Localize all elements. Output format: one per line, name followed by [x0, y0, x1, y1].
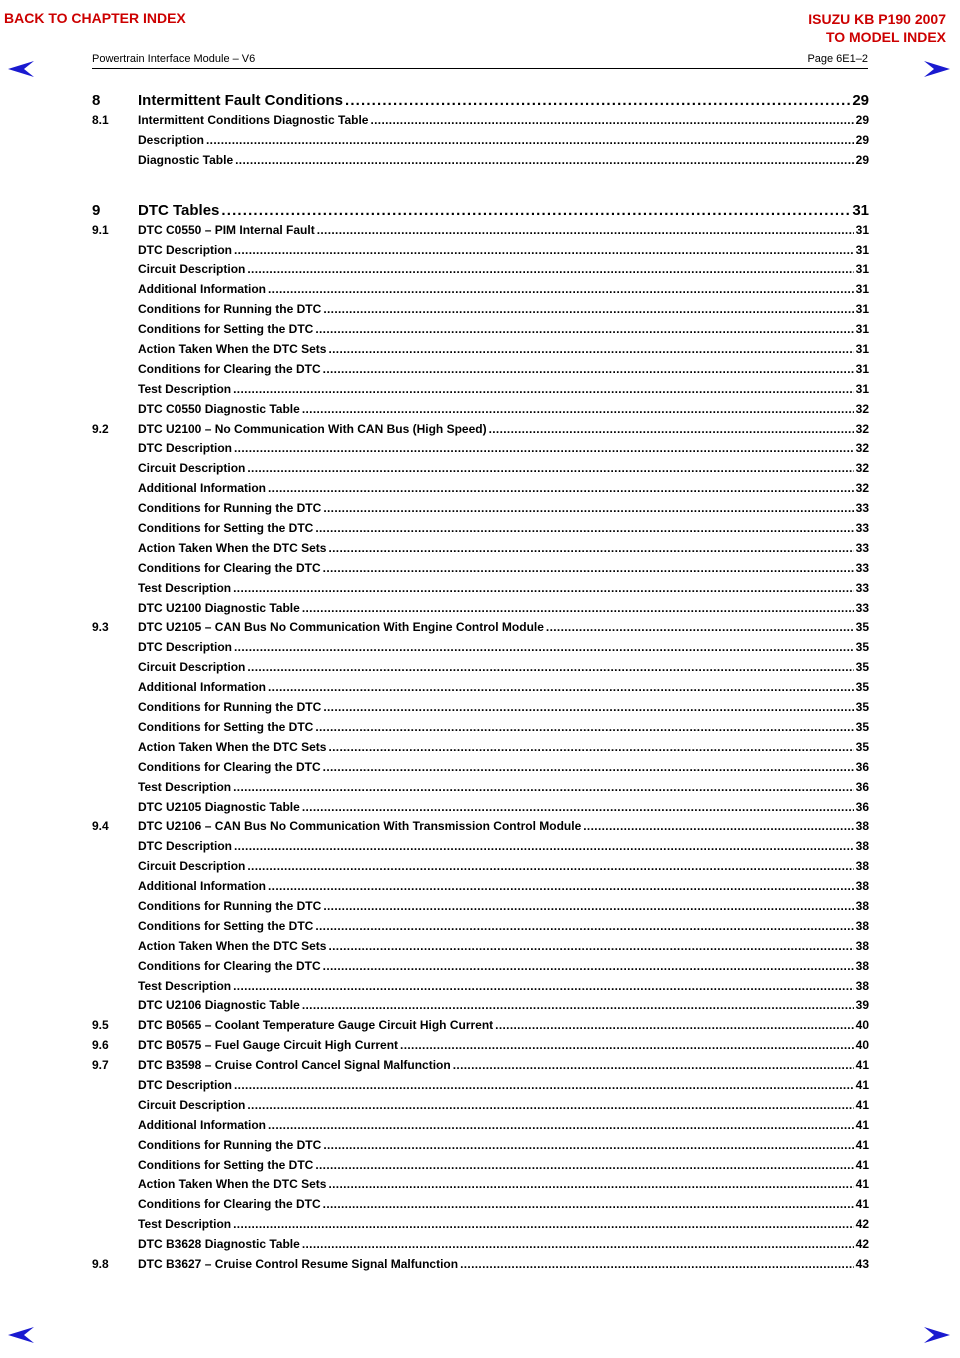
toc-entry-title: Action Taken When the DTC Sets	[138, 342, 327, 357]
dot-leader	[233, 380, 854, 400]
toc-entry-title: DTC U2100 – No Communication With CAN Bus (High Speed)	[138, 421, 487, 436]
dot-leader	[234, 241, 854, 261]
toc-entry-title: Intermittent Conditions Diagnostic Table	[138, 113, 369, 127]
toc-entry[interactable]	[92, 678, 869, 698]
toc-entry[interactable]	[92, 111, 869, 131]
dot-leader	[247, 658, 853, 678]
toc-entry[interactable]	[92, 539, 869, 559]
toc-entry-title: Circuit Description	[138, 461, 246, 476]
toc-entry-title: DTC Description	[138, 441, 233, 456]
toc-entry[interactable]	[92, 131, 869, 151]
toc-entry-page: 35	[855, 640, 869, 655]
toc-entry-title: Test Description	[138, 580, 232, 595]
toc-entry[interactable]	[92, 221, 869, 241]
dot-leader	[268, 678, 854, 698]
toc-entry-page: 42	[855, 1237, 869, 1252]
dot-leader	[328, 539, 853, 559]
toc-entry[interactable]	[92, 917, 869, 937]
toc-entry[interactable]	[92, 957, 869, 977]
dot-leader	[247, 1096, 853, 1116]
toc-entry-number: 9.2	[92, 421, 109, 436]
dot-leader	[302, 1235, 854, 1255]
dot-leader	[234, 837, 854, 857]
toc-entry-title: Conditions for Clearing the DTC	[138, 759, 321, 774]
toc-entry-page: 32	[855, 481, 869, 496]
toc-entry-number: 9.6	[92, 1038, 109, 1053]
toc-entry-title: Conditions for Setting the DTC	[138, 719, 314, 734]
dot-leader	[234, 638, 854, 658]
dot-leader	[323, 1136, 853, 1156]
dot-leader	[268, 479, 854, 499]
toc-entry[interactable]	[92, 758, 869, 778]
toc-entry-title: DTC B0575 – Fuel Gauge Circuit High Current	[138, 1038, 399, 1053]
toc-entry[interactable]	[92, 837, 869, 857]
dot-leader	[328, 340, 853, 360]
toc-entry[interactable]	[92, 996, 869, 1016]
toc-entry-title: Circuit Description	[138, 262, 246, 277]
toc-entry-number: 9.1	[92, 222, 109, 237]
toc-entry-page: 41	[855, 1137, 869, 1152]
toc-entry-title: Conditions for Running the DTC	[138, 302, 322, 317]
toc-entry-title: DTC U2106 Diagnostic Table	[138, 998, 300, 1013]
toc-entry-page: 35	[855, 700, 869, 715]
dot-leader	[315, 718, 853, 738]
toc-entry[interactable]	[92, 638, 869, 658]
next-page-arrow-icon[interactable]	[922, 1326, 950, 1344]
toc-entry[interactable]	[92, 937, 869, 957]
toc-entry[interactable]	[92, 1235, 869, 1255]
toc-entry[interactable]	[92, 897, 869, 917]
toc-entry-page: 38	[855, 978, 869, 993]
toc-entry-title: Conditions for Running the DTC	[138, 700, 322, 715]
previous-page-arrow-icon[interactable]	[8, 60, 36, 78]
toc-entry-page: 32	[855, 421, 869, 436]
toc-entry-number: 9.3	[92, 620, 109, 635]
toc-entry-title: Additional Information	[138, 1117, 266, 1132]
toc-entry-page: 35	[855, 719, 869, 734]
toc-entry-title: Test Description	[138, 1217, 232, 1232]
toc-entry[interactable]	[92, 1056, 869, 1076]
toc-entry-title: Conditions for Clearing the DTC	[138, 958, 321, 973]
dot-leader	[315, 1156, 853, 1176]
toc-entry[interactable]	[92, 817, 869, 837]
dot-leader	[370, 111, 853, 131]
toc-entry-page: 41	[855, 1097, 869, 1112]
toc-entry-page: 38	[855, 918, 869, 933]
toc-entry-page: 33	[855, 521, 869, 536]
dot-leader	[302, 400, 854, 420]
toc-entry-page: 40	[855, 1038, 869, 1053]
toc-entry[interactable]	[92, 1175, 869, 1195]
toc-entry-page: 31	[855, 322, 869, 337]
toc-entry-page: 40	[855, 1018, 869, 1033]
toc-entry-page: 31	[855, 262, 869, 277]
toc-entry-page: 33	[855, 580, 869, 595]
toc-entry-title: Conditions for Setting the DTC	[138, 1157, 314, 1172]
toc-entry-title: Test Description	[138, 381, 232, 396]
toc-entry-page: 32	[855, 461, 869, 476]
toc-entry[interactable]	[92, 778, 869, 798]
toc-entry[interactable]	[92, 400, 869, 420]
dot-leader	[234, 1076, 854, 1096]
toc-entry[interactable]	[92, 151, 869, 171]
toc-entry-title: Additional Information	[138, 680, 266, 695]
toc-entry-title: Test Description	[138, 978, 232, 993]
toc-entry-title: DTC U2105 Diagnostic Table	[138, 799, 300, 814]
toc-entry-title: DTC C0550 – PIM Internal Fault	[138, 222, 315, 237]
toc-entry-number: 9.5	[92, 1018, 109, 1033]
dot-leader	[302, 996, 854, 1016]
toc-entry-page: 33	[855, 560, 869, 575]
toc-entry-page: 38	[855, 898, 869, 913]
toc-entry-title: Conditions for Setting the DTC	[138, 322, 314, 337]
toc-entry-title: Intermittent Fault Conditions	[138, 92, 343, 109]
dot-leader	[323, 499, 853, 519]
toc-entry[interactable]	[92, 738, 869, 758]
toc-entry-page: 29	[855, 152, 869, 167]
toc-entry-title: DTC C0550 Diagnostic Table	[138, 401, 300, 416]
toc-entry[interactable]	[92, 360, 869, 380]
toc-entry-title: DTC U2106 – CAN Bus No Communication With Transmission Control Module	[138, 819, 582, 834]
dot-leader	[268, 280, 854, 300]
dot-leader	[323, 1195, 854, 1215]
toc-entry-number: 8	[92, 92, 101, 109]
toc-entry-title: DTC B3598 – Cruise Control Cancel Signal Malfunction	[138, 1058, 451, 1073]
toc-entry-page: 31	[855, 242, 869, 257]
toc-entry-page: 31	[855, 222, 869, 237]
toc-entry-page: 41	[855, 1157, 869, 1172]
dot-leader	[206, 131, 854, 151]
toc-entry-number: 8.1	[92, 113, 109, 127]
dot-leader	[233, 977, 854, 997]
toc-entry-page: 36	[855, 779, 869, 794]
dot-leader	[247, 260, 853, 280]
toc-entry-page: 33	[855, 540, 869, 555]
dot-leader	[234, 439, 854, 459]
toc-entry-title: Description	[138, 132, 205, 147]
dot-leader	[235, 151, 854, 171]
toc-entry-page: 29	[855, 113, 869, 127]
toc-entry[interactable]	[92, 320, 869, 340]
document-title: Powertrain Interface Module – V6	[92, 53, 256, 65]
table-of-contents	[92, 91, 869, 1275]
dot-leader	[221, 201, 850, 221]
toc-entry[interactable]	[92, 658, 869, 678]
toc-entry[interactable]	[92, 499, 869, 519]
dot-leader	[233, 778, 854, 798]
toc-entry-page: 36	[855, 759, 869, 774]
toc-entry-page: 32	[855, 401, 869, 416]
toc-entry[interactable]	[92, 380, 869, 400]
toc-entry-page: 38	[855, 839, 869, 854]
dot-leader	[317, 221, 854, 241]
toc-entry[interactable]	[92, 698, 869, 718]
toc-entry[interactable]	[92, 1076, 869, 1096]
toc-entry-page: 43	[855, 1256, 869, 1271]
previous-page-arrow-icon[interactable]	[8, 1326, 36, 1344]
dot-leader	[460, 1255, 854, 1275]
model-index-link[interactable]	[808, 10, 946, 46]
dot-leader	[328, 937, 853, 957]
toc-entry[interactable]	[92, 519, 869, 539]
toc-entry-page: 38	[855, 819, 869, 834]
toc-entry[interactable]	[92, 1016, 869, 1036]
toc-entry-page: 42	[855, 1217, 869, 1232]
toc-entry-page: 35	[855, 620, 869, 635]
toc-entry-page: 33	[855, 501, 869, 516]
page-header	[92, 53, 868, 69]
toc-entry-page: 29	[852, 92, 869, 109]
toc-entry-page: 29	[855, 132, 869, 147]
toc-entry-title: DTC Description	[138, 839, 233, 854]
toc-entry[interactable]	[92, 618, 869, 638]
toc-entry-title: DTC B3627 – Cruise Control Resume Signal Malfunction	[138, 1256, 459, 1271]
dot-leader	[495, 1016, 853, 1036]
toc-entry-number: 9.8	[92, 1256, 109, 1271]
toc-entry-page: 31	[852, 201, 869, 219]
toc-entry-number: 9.4	[92, 819, 109, 834]
model-title-line: ISUZU KB P190 2007	[808, 11, 946, 27]
toc-entry-title: Action Taken When the DTC Sets	[138, 540, 327, 555]
toc-entry-page: 41	[855, 1197, 869, 1212]
dot-leader	[489, 420, 854, 440]
toc-entry[interactable]	[92, 340, 869, 360]
dot-leader	[328, 1175, 853, 1195]
toc-entry-title: Circuit Description	[138, 1097, 246, 1112]
dot-leader	[268, 877, 854, 897]
toc-entry-page: 38	[855, 879, 869, 894]
toc-entry[interactable]	[92, 241, 869, 261]
toc-entry-number: 9.7	[92, 1058, 109, 1073]
toc-entry-title: Additional Information	[138, 481, 266, 496]
toc-entry-title: Conditions for Clearing the DTC	[138, 560, 321, 575]
model-index-line: TO MODEL INDEX	[825, 29, 946, 45]
toc-entry[interactable]	[92, 977, 869, 997]
dot-leader	[453, 1056, 854, 1076]
toc-entry[interactable]	[92, 599, 869, 619]
next-page-arrow-icon[interactable]	[922, 60, 950, 78]
toc-entry[interactable]	[92, 91, 869, 111]
toc-entry[interactable]	[92, 1195, 869, 1215]
toc-entry-page: 31	[855, 302, 869, 317]
toc-entry-title: Conditions for Clearing the DTC	[138, 361, 321, 376]
toc-entry-title: DTC U2105 – CAN Bus No Communication With Engine Control Module	[138, 620, 544, 635]
toc-entry-page: 35	[855, 660, 869, 675]
toc-entry-title: DTC B0565 – Coolant Temperature Gauge Circuit High Current	[138, 1018, 494, 1033]
dot-leader	[323, 559, 854, 579]
toc-entry[interactable]	[92, 439, 869, 459]
toc-entry-title: Action Taken When the DTC Sets	[138, 739, 327, 754]
toc-entry-page: 31	[855, 381, 869, 396]
toc-entry-page: 41	[855, 1077, 869, 1092]
toc-entry[interactable]	[92, 1136, 869, 1156]
toc-entry-page: 41	[855, 1117, 869, 1132]
dot-leader	[323, 698, 853, 718]
toc-entry[interactable]	[92, 798, 869, 818]
toc-entry[interactable]	[92, 1255, 869, 1275]
dot-leader	[546, 618, 854, 638]
toc-entry-title: DTC Description	[138, 640, 233, 655]
dot-leader	[302, 798, 854, 818]
toc-entry-page: 35	[855, 739, 869, 754]
dot-leader	[247, 459, 853, 479]
toc-entry-title: Circuit Description	[138, 660, 246, 675]
dot-leader	[400, 1036, 854, 1056]
toc-entry-title: Circuit Description	[138, 859, 246, 874]
dot-leader	[323, 300, 853, 320]
back-to-chapter-index-link[interactable]: BACK TO CHAPTER INDEX	[4, 10, 186, 26]
toc-entry-page: 31	[855, 361, 869, 376]
toc-entry[interactable]	[92, 1036, 869, 1056]
dot-leader	[323, 897, 853, 917]
dot-leader	[583, 817, 853, 837]
dot-leader	[302, 599, 854, 619]
toc-entry-title: Test Description	[138, 779, 232, 794]
dot-leader	[247, 857, 853, 877]
toc-entry[interactable]	[92, 280, 869, 300]
toc-entry-title: DTC B3628 Diagnostic Table	[138, 1237, 300, 1252]
toc-entry[interactable]	[92, 718, 869, 738]
toc-entry-title: Conditions for Running the DTC	[138, 1137, 322, 1152]
toc-entry-title: Diagnostic Table	[138, 152, 234, 167]
toc-entry[interactable]	[92, 1096, 869, 1116]
toc-entry-page: 32	[855, 441, 869, 456]
toc-entry-page: 33	[855, 600, 869, 615]
toc-entry[interactable]	[92, 201, 869, 221]
toc-entry-title: Conditions for Clearing the DTC	[138, 1197, 321, 1212]
dot-leader	[315, 917, 853, 937]
dot-leader	[233, 1215, 854, 1235]
toc-entry[interactable]	[92, 1116, 869, 1136]
toc-entry-page: 31	[855, 282, 869, 297]
toc-entry-title: Conditions for Setting the DTC	[138, 521, 314, 536]
toc-entry[interactable]	[92, 479, 869, 499]
toc-entry-title: DTC Tables	[138, 201, 220, 219]
toc-entry-title: Conditions for Running the DTC	[138, 501, 322, 516]
toc-entry-page: 38	[855, 859, 869, 874]
toc-entry-title: DTC U2100 Diagnostic Table	[138, 600, 300, 615]
dot-leader	[323, 758, 854, 778]
dot-leader	[315, 320, 853, 340]
toc-entry[interactable]	[92, 579, 869, 599]
dot-leader	[323, 957, 854, 977]
dot-leader	[233, 579, 854, 599]
toc-entry[interactable]	[92, 1156, 869, 1176]
toc-entry-title: Conditions for Running the DTC	[138, 898, 322, 913]
dot-leader	[315, 519, 853, 539]
toc-entry-page: 38	[855, 958, 869, 973]
dot-leader	[323, 360, 854, 380]
toc-entry[interactable]	[92, 877, 869, 897]
toc-entry-page: 41	[855, 1177, 869, 1192]
toc-entry-page: 31	[855, 342, 869, 357]
toc-entry-page: 36	[855, 799, 869, 814]
toc-entry-page: 39	[855, 998, 869, 1013]
dot-leader	[328, 738, 853, 758]
toc-entry-title: DTC Description	[138, 242, 233, 257]
toc-entry-title: Additional Information	[138, 282, 266, 297]
page-number: Page 6E1–2	[807, 53, 868, 65]
toc-entry[interactable]	[92, 459, 869, 479]
toc-entry-title: Action Taken When the DTC Sets	[138, 1177, 327, 1192]
toc-entry-page: 38	[855, 938, 869, 953]
toc-entry-page: 35	[855, 680, 869, 695]
dot-leader	[268, 1116, 854, 1136]
toc-entry[interactable]	[92, 420, 869, 440]
toc-entry[interactable]	[92, 559, 869, 579]
toc-entry-title: DTC Description	[138, 1077, 233, 1092]
toc-entry-title: Action Taken When the DTC Sets	[138, 938, 327, 953]
dot-leader	[345, 91, 850, 111]
toc-entry-number: 9	[92, 201, 101, 219]
toc-entry[interactable]	[92, 260, 869, 280]
toc-entry[interactable]	[92, 300, 869, 320]
toc-entry[interactable]	[92, 1215, 869, 1235]
toc-entry-title: Conditions for Setting the DTC	[138, 918, 314, 933]
toc-entry-page: 41	[855, 1058, 869, 1073]
toc-entry-title: Additional Information	[138, 879, 266, 894]
toc-entry[interactable]	[92, 857, 869, 877]
